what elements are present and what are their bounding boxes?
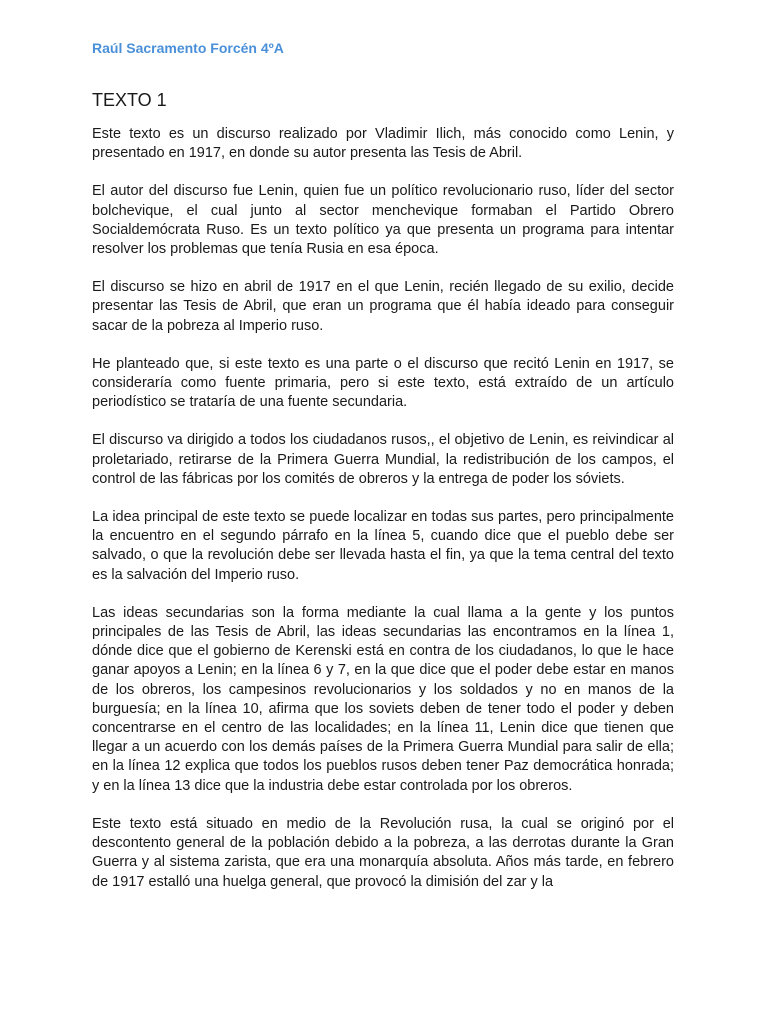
paragraph-2: El autor del discurso fue Lenin, quien fue un político revolucionario ruso, líder del sector bolchevique, el cual junto al sector menchevique formaban el Partido Obrero Socialdemócrata Ruso. Es un texto político ya que presenta un programa para intentar resolver los problemas que tenía Rusia en esa época. [92,183,674,258]
document-page [92,38,674,911]
paragraph-1: Este texto es un discurso realizado por Vladimir Ilich, más conocido como Lenin, y presentado en 1917, en donde su autor presenta las Tesis de Abril. [92,126,674,162]
paragraph-3: El discurso se hizo en abril de 1917 en el que Lenin, recién llegado de su exilio, decide presentar las Tesis de Abril, que eran un programa que él había ideado para conseguir sacar de la pobreza al Imperio ruso. [92,279,674,334]
paragraph-8: Este texto está situado en medio de la Revolución rusa, la cual se originó por el descontento general de la población debido a la pobreza, a las derrotas durante la Gran Guerra y al sistema zarista, que era una monarquía absoluta. Años más tarde, en febrero de 1917 estalló una huelga general, que provocó la dimisión del zar y la [92,815,674,890]
document-title: TEXTO 1 [92,90,167,110]
paragraph-7: Las ideas secundarias son la forma mediante la cual llama a la gente y los puntos principales de las Tesis de Abril, las ideas secundarias las encontramos en la línea 1, dónde dice que el gobierno de Kerenski está en contra de los ciudadanos, lo que le hace ganar apoyos a Lenin; en la línea 6 y 7, en la que dice que el poder debe estar en manos de los obreros, los campesinos revolucionarios y los soldados y no en manos de la burguesía; en la línea 10, afirma que los soviets deben de tener todo el poder y deben concentrarse en el centro de las localidades; en la línea 11, Lenin dice que tienen que llegar a un acuerdo con los demás países de la Primera Guerra Mundial para salir de ella; en la línea 12 explica que todos los pueblos rusos deben tener Paz democrática honrada; y en la línea 13 dice que la industria debe estar controlada por los obreros. [92,604,674,794]
paragraph-6: La idea principal de este texto se puede localizar en todas sus partes, pero principalmente la encuentro en el segundo párrafo en la línea 5, cuando dice que el pueblo debe ser salvado, o que la revolución debe ser llevada hasta el fin, ya que la tema central del texto es la salvación del Imperio ruso. [92,509,674,583]
document-body [92,125,674,892]
paragraph-4: He planteado que, si este texto es una parte o el discurso que recitó Lenin en 1917, se consideraría como fuente primaria, pero si este texto, está extraído de un artículo periodístico se trataría de una fuente secundaria. [92,355,674,411]
author-header: Raúl Sacramento Forcén 4ºA [92,40,284,56]
paragraph-5: El discurso va dirigido a todos los ciudadanos rusos,, el objetivo de Lenin, es reivindicar al proletariado, retirarse de la Primera Guerra Mundial, la redistribución de los campos, el control de las fábricas por los comités de obreros y la entrega de poder los sóviets. [92,432,674,487]
